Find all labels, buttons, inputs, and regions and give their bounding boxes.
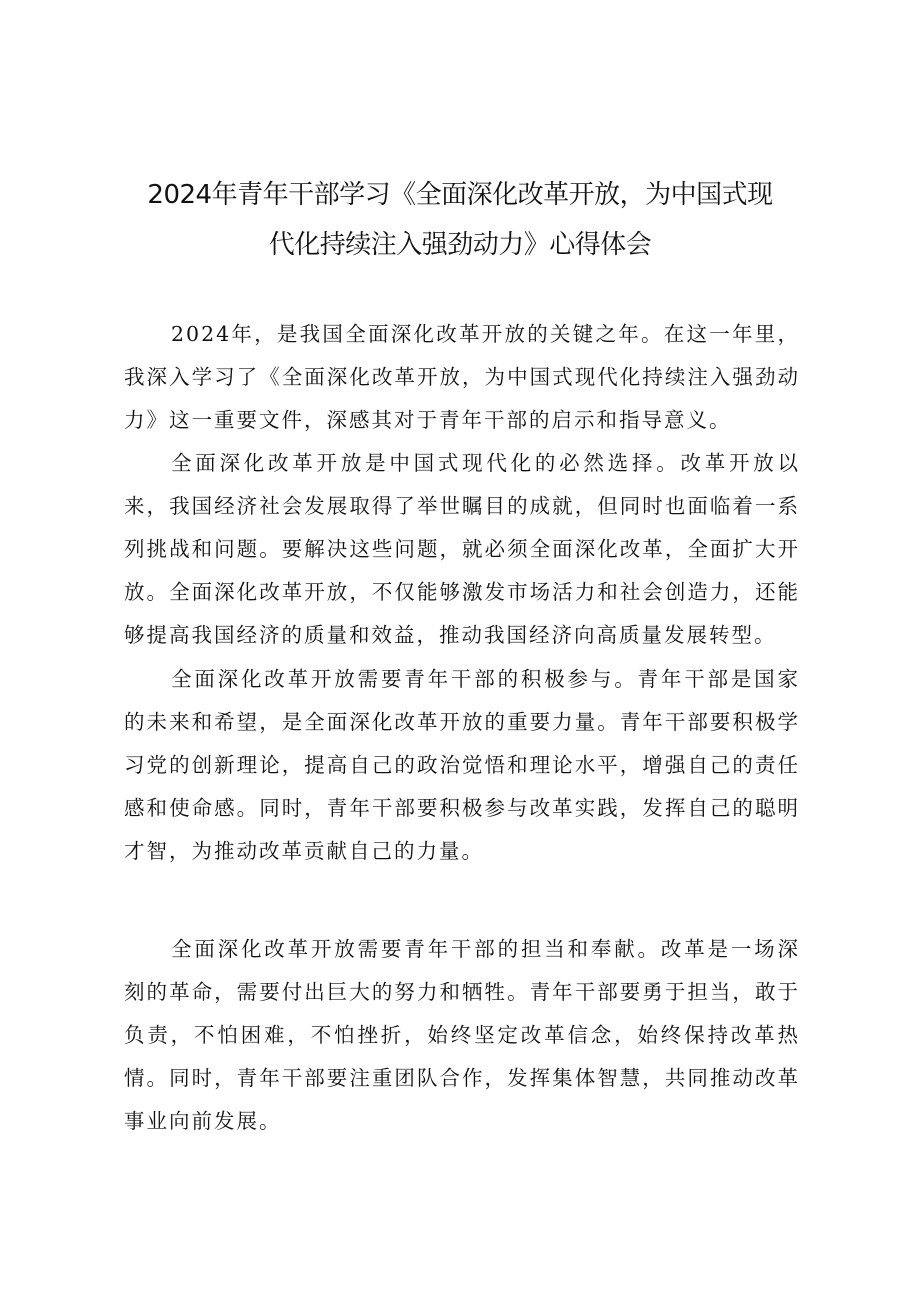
document-title-line-2: 代化持续注入强劲动力》心得体会 (268, 230, 652, 260)
paragraph-2: 全面深化改革开放是中国式现代化的必然选择。改革开放以来，我国经济社会发展取得了举世瞩目的成就，但同时也面临着一系列挑战和问题。要解决这些问题，就必须全面深化改革，全面扩大开放。全面深化改革开放，不仅能够激发市场活力和社会创造力，还能够提高我国经济的质量和效益，推动我国经济向高质量发展转型。 (124, 451, 800, 647)
paragraph-4: 全面深化改革开放需要青年干部的担当和奉献。改革是一场深刻的革命，需要付出巨大的努力和牺牲。青年干部要勇于担当，敢于负责，不怕困难，不怕挫折，始终坚定改革信念，始终保持改革热情。同时，青年干部要注重团队合作，发挥集体智慧，共同推动改革事业向前发展。 (124, 937, 800, 1133)
document-title-line-1: 2024年青年干部学习《全面深化改革开放，为中国式现 (147, 180, 773, 210)
paragraph-3: 全面深化改革开放需要青年干部的积极参与。青年干部是国家的未来和希望，是全面深化改革开放的重要力量。青年干部要积极学习党的创新理论，提高自己的政治觉悟和理论水平，增强自己的责任感和使命感。同时，青年干部要积极参与改革实践，发挥自己的聪明才智，为推动改革贡献自己的力量。 (124, 667, 800, 863)
paragraph-1: 2024年，是我国全面深化改革开放的关键之年。在这一年里，我深入学习了《全面深化改革开放，为中国式现代化持续注入强劲动力》这一重要文件，深感其对于青年干部的启示和指导意义。 (124, 322, 800, 432)
